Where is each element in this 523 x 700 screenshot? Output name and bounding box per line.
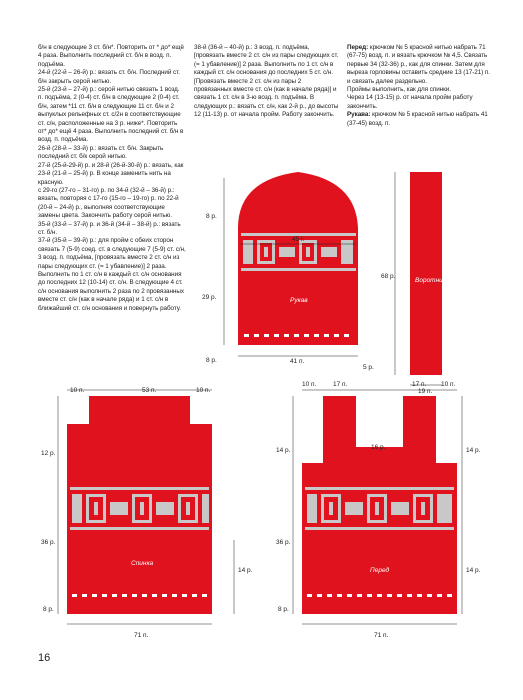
front-title: Перед: [347,44,369,51]
sleeve-text: крючком № 5 красной нитью набрать 41 (37-45) возд. п. [347,111,488,127]
sleeve-bottom-width: 41 п. [290,358,305,365]
sleeve-dim-mid: 29 р. [202,294,217,301]
front-dim-bot: 8 р. [278,606,289,613]
page-number: 16 [38,652,51,664]
back-diagram [41,387,253,639]
front-dim-top: 14 р. [276,447,291,454]
instruction-text: б/н в следующие 3 ст. б/н*. Повторить от * до* ещё 4 раза. Выполнить последний ст. б/н в возд. п. подъёма. 24-й (22-й – 26-й) р.: вязать ст. б/н. Последний ст. б/н закрыть серой нитью. 25-й (23-й – 27-й) р.: серой нитью связать 1 возд. п. подъёма, 2 (0-4) ст. б/н в следующие 2 (0-4) ст. б/н, затем *11 ст. б/н в следующие 11 ст. б/н и 2 выпуклых рельефных ст. с/2н в соответствующие ст. с/н, расположенные на 3 р. ниже*. Повторить от* до* ещё 4 раза. Выполнить последний ст. б/н в возд. п. подъёма. 26-й (28-й – 33-й) р.: вязать ст. б/н. Закрыть последний ст. б/к серой нитью. 27-й (25-й-29-й) р. и 28-й (26-й-30-й) р.: вязать, как 23-й (21-й – 25-й) р. В конце заменить нить на красную. с 29-го (27-го – 31-го) р. по 34-й (32-й – 36-й) р.: вязать, повторяя с 17-го (15-го – 19-го) р. по 22-й (20-й – 24-й) р., выполняя соответствующие замены цвета. Закончить работу серой нитью. 35-й (33-й – 37-й) р. и 36-й (34-й – 38-й) р.: вязать ст. б/н. 37-й (35-й – 39-й) р.: для пройм с обеих сторон связать 7 (5-9) соед. ст. в следующие 7 (5-9) ст. с/н, 3 возд. п. подъёма, [провязать вместе 2 ст. с/н из пары следующих ст. (= 1 убавление)] 2 раза. Выполнить по 1 ст. с/н в каждый ст. с/н основания до последних 12 (10-14) ст. с/н. В следующие 4 ст. с/н основания выполнить 2 раза по 2 провязанных вместе ст. с/н (как в начале ряда) и 1 ст. с/н в ближайший ст. с/н основания и повернуть работу. [38,44,186,312]
instruction-text: 38-й (36-й – 40-й) р.: 3 возд. п. подъёма, [провязать вместе 2 ст. с/н из пары следующих ст. (= 1 убавление)] 2 раза. Выполнить по 1 ст. с/н в каждый ст. с/н основания до последних 5 ст. с/н. [Провязать вместе 2 ст. с/н из пары 2 провязанных вместе ст. с/н (как в начале ряда)] и связать 1 ст. с/н в 3-ю возд. п. подъёма. В следующих р.: вязать ст. с/н, как 2-й р., до высоты 12 (11-13) р. от начала пройм. Работу закончить. [194,44,339,119]
front-dim-mid: 36 р. [276,539,291,546]
back-top-mid: 53 п. [142,387,157,394]
sleeve-label: Рукав [290,297,308,304]
sleeve-diagram [202,172,374,371]
front-dim-right-top: 14 р. [466,447,481,454]
front-dim-right-mid: 14 р. [466,567,481,574]
front-neck-depth: 16 р. [371,444,386,451]
back-top-left: 10 п. [70,387,85,394]
sleeve-dim-top: 8 р. [206,213,217,220]
front-text: крючком № 5 красной нитью набрать 71 (67-75) возд. п. и вязать крючком № 4,5. Связать первые 34 (32-36) р., как для спинки. Затем для выреза горловины оставить средние 13 (17-21) п. и связать далее раздельно. Проймы выполнить, как для спинки. Через 14 (13-15) р. от начала пройм работу закончить. [347,44,490,110]
back-width: 71 п. [134,632,149,639]
back-dim-mid: 36 р. [41,539,56,546]
front-top-1: 10 п. [302,381,317,388]
front-top-4: 10 п. [441,381,456,388]
back-dim-top: 12 р. [41,450,56,457]
sleeve-dim-bot: 8 р. [206,357,217,364]
front-top-2: 17 п. [333,381,348,388]
front-label: Перед [370,567,390,574]
front-diagram [276,381,481,639]
back-dim-bot: 8 р. [43,606,54,613]
back-label: Спинка [131,560,154,567]
sleeve-dim-right: 5 р. [363,364,374,371]
front-width: 71 п. [374,632,389,639]
collar-diagram [381,172,447,395]
sleeve-title: Рукава: [347,111,371,119]
back-dim-right: 14 р. [238,567,253,574]
collar-label: Воротник [415,277,446,284]
collar-height: 68 р. [381,273,396,280]
front-top-3: 17 п. [412,381,427,388]
collar-width: 19 п. [418,388,433,395]
back-top-right: 10 п. [196,387,211,394]
sleeve-top-width: 45 г. [292,236,305,243]
